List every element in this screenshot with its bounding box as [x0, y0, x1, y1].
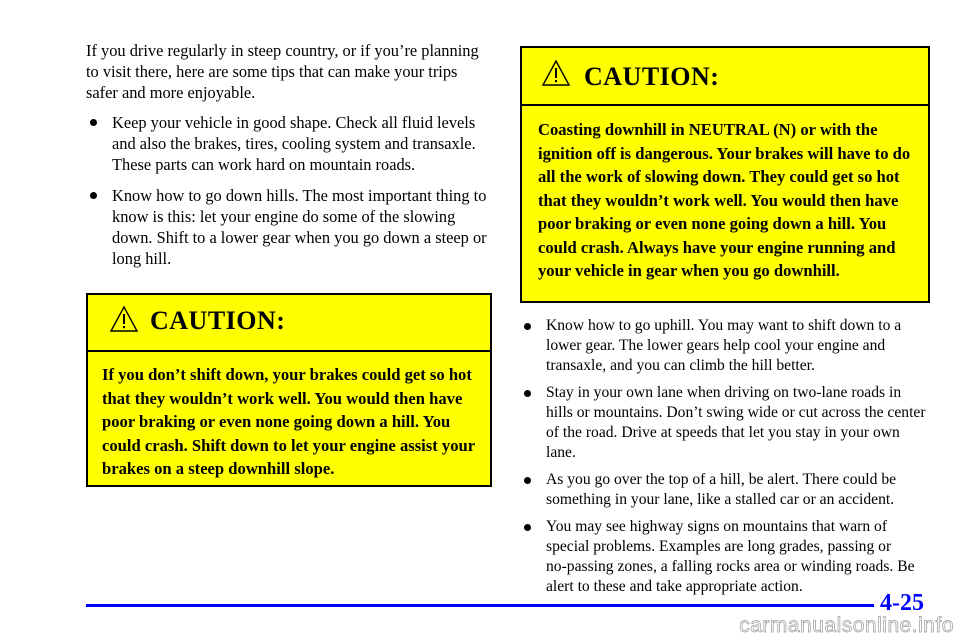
caution-body: If you don’t shift down, your brakes could get so hot that they wouldn’t work well. You would then have poor braking or even none going down a hill. You could crash. Shift down to let your engine assist your brakes on a steep downhill slope.: [102, 365, 475, 478]
list-item: [520, 470, 930, 510]
warning-triangle-icon: [110, 306, 138, 332]
bullet-text: Keep your vehicle in good shape. Check all fluid levels and also the brakes, tires, cooling system and transaxle. These parts can work hard on mountain roads.: [112, 113, 476, 174]
list-item: [86, 185, 492, 269]
right-column: [520, 46, 930, 604]
bullet-dot-icon: [524, 323, 531, 330]
bullet-text: Stay in your own lane when driving on two‑lane roads in hills or mountains. Don’t swing wide or cut across the center of the road. Drive at speeds that let you stay in your own lane.: [546, 384, 926, 461]
caution-title: CAUTION:: [150, 306, 286, 335]
caution-body: Coasting downhill in NEUTRAL (N) or with the ignition off is dangerous. Your brakes will have to do all the work of slowing down. They could get so hot that they wouldn’t work well. You would then have poor braking or even none going down a hill. You could crash. Always have your engine running and your vehicle in gear when you go downhill.: [538, 120, 911, 280]
list-item: [520, 316, 930, 376]
bullet-dot-icon: [90, 119, 97, 126]
watermark: carmanualsonline.info: [739, 614, 954, 637]
bullet-text: Know how to go uphill. You may want to shift down to a lower gear. The lower gears help cool your engine and transaxle, and you can climb the hill better.: [546, 317, 902, 374]
left-bullet-list: [86, 112, 492, 269]
bullet-dot-icon: [524, 390, 531, 397]
bullet-dot-icon: [524, 524, 531, 531]
bullet-dot-icon: [90, 192, 97, 199]
bullet-text: As you go over the top of a hill, be alert. There could be something in your lane, like a stalled car or an accident.: [546, 471, 897, 508]
caution-header: [88, 295, 490, 352]
footer-rule: [86, 604, 874, 607]
right-bullet-list: [520, 316, 930, 597]
bullet-text: You may see highway signs on mountains that warn of special problems. Examples are long grades, passing or no‑passing zones, a falling rocks area or winding roads. Be alert to these and take appropriate action.: [546, 518, 915, 595]
intro-paragraph: If you drive regularly in steep country, or if you’re planning to visit there, here are some tips that can make your trips safer and more enjoyable.: [86, 41, 479, 102]
page-number: 4-25: [880, 590, 924, 616]
list-item: [520, 383, 930, 463]
left-column: [86, 40, 492, 279]
bullet-dot-icon: [524, 477, 531, 484]
list-item: [520, 517, 930, 597]
caution-title: CAUTION:: [584, 62, 720, 91]
caution-box-left: [86, 293, 492, 487]
list-item: [86, 112, 492, 175]
bullet-text: Know how to go down hills. The most important thing to know is this: let your engine do some of the slowing down. Shift to a lower gear when you go down a steep or long hill.: [112, 186, 487, 268]
